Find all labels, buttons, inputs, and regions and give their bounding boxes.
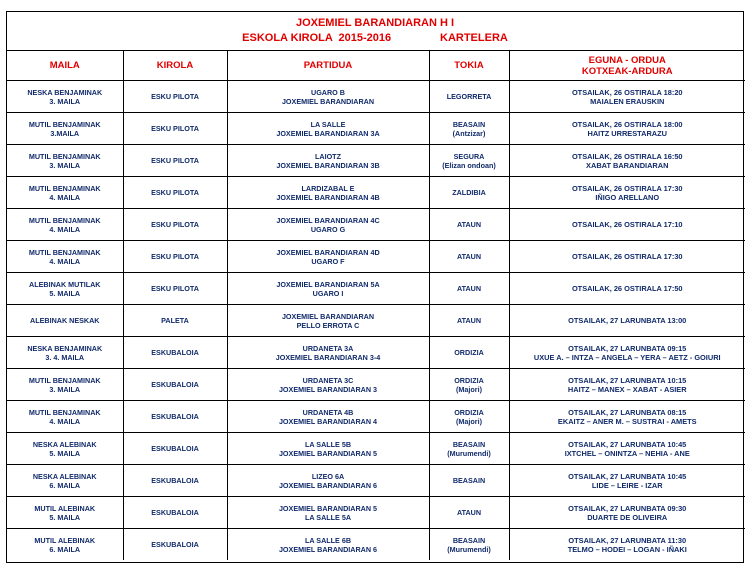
title-line-2: ESKOLA KIROLA 2015-2016 KARTELERA xyxy=(242,32,508,44)
partidua-line-1: LA SALLE xyxy=(310,119,346,129)
maila-line-1: MUTIL ALEBINAK xyxy=(34,503,96,513)
maila-line-1: MUTIL BENJAMINAK xyxy=(28,407,101,417)
tokia-line-1: BEASAIN xyxy=(452,119,486,129)
eguna-line-2: IXTCHEL – ONINTZA – NEHIA - ANE xyxy=(564,448,690,458)
partidua-cell xyxy=(227,209,429,241)
header-eguna-line-1: EGUNA - ORDUA xyxy=(588,54,666,66)
tokia-line-1: ZALDIBIA xyxy=(452,188,486,197)
partidua-line-1: LARDIZABAL E xyxy=(301,183,355,193)
kirola-cell xyxy=(123,305,227,337)
table-row xyxy=(7,145,745,177)
table-row xyxy=(7,113,745,145)
maila-line-1: ALEBINAK NESKAK xyxy=(30,316,100,325)
tokia-line-2: (Antzizar) xyxy=(452,128,486,138)
tokia-cell xyxy=(429,305,509,337)
tokia-line-1: ATAUN xyxy=(456,508,482,517)
partidua-cell xyxy=(227,465,429,497)
kirola-cell xyxy=(123,81,227,113)
partidua-line-1: LA SALLE 6B xyxy=(304,535,352,545)
eguna-line-1: OTSAILAK, 26 OSTIRALA 17:30 xyxy=(571,252,683,261)
maila-line-1: MUTIL ALEBINAK xyxy=(34,535,96,545)
kirola-cell xyxy=(123,177,227,209)
tokia-cell xyxy=(429,145,509,177)
maila-cell xyxy=(7,465,123,497)
eguna-cell xyxy=(509,113,745,145)
eguna-line-2: HAITZ URRESTARAZU xyxy=(587,128,667,138)
kirola-text: ESKUBALOIA xyxy=(151,380,199,389)
maila-cell xyxy=(7,113,123,145)
kirola-cell xyxy=(123,465,227,497)
eguna-cell xyxy=(509,145,745,177)
eguna-cell xyxy=(509,529,745,561)
eguna-line-1: OTSAILAK, 26 OSTIRALA 17:10 xyxy=(571,220,683,229)
partidua-cell xyxy=(227,145,429,177)
maila-cell xyxy=(7,369,123,401)
tokia-cell xyxy=(429,433,509,465)
tokia-cell xyxy=(429,465,509,497)
eguna-line-1: OTSAILAK, 27 LARUNBATA 10:45 xyxy=(568,471,687,481)
kirola-cell xyxy=(123,241,227,273)
table-row xyxy=(7,209,745,241)
tokia-line-1: ATAUN xyxy=(456,284,482,293)
eguna-cell xyxy=(509,465,745,497)
header-eguna xyxy=(509,51,745,81)
maila-line-2: 4. MAILA xyxy=(49,256,81,266)
maila-cell xyxy=(7,241,123,273)
eguna-line-1: OTSAILAK, 27 LARUNBATA 13:00 xyxy=(568,316,687,325)
partidua-line-2: JOXEMIEL BARANDIARAN 3 xyxy=(278,384,378,394)
tokia-line-1: SEGURA xyxy=(453,151,485,161)
kirola-cell xyxy=(123,113,227,145)
tokia-line-1: BEASAIN xyxy=(452,439,486,449)
table-row xyxy=(7,337,745,369)
maila-line-2: 3.MAILA xyxy=(50,128,80,138)
eguna-line-1: OTSAILAK, 26 OSTIRALA 18:00 xyxy=(571,119,683,129)
eguna-line-1: OTSAILAK, 26 OSTIRALA 17:30 xyxy=(571,183,683,193)
schedule-table xyxy=(7,51,745,560)
kirola-text: ESKU PILOTA xyxy=(151,92,199,101)
maila-line-2: 5. MAILA xyxy=(49,448,81,458)
maila-line-1: NESKA BENJAMINAK xyxy=(27,87,103,97)
kirola-cell xyxy=(123,529,227,561)
tokia-line-1: BEASAIN xyxy=(452,535,486,545)
eguna-line-2: HAITZ – MANEX – XABAT - ASIER xyxy=(567,384,687,394)
partidua-cell xyxy=(227,529,429,561)
partidua-cell xyxy=(227,273,429,305)
eguna-line-1: OTSAILAK, 27 LARUNBATA 09:30 xyxy=(568,503,687,513)
kirola-cell xyxy=(123,369,227,401)
kirola-text: ESKUBALOIA xyxy=(151,412,199,421)
kirola-text: PALETA xyxy=(161,316,189,325)
maila-line-2: 4. MAILA xyxy=(49,192,81,202)
kirola-text: ESKUBALOIA xyxy=(151,540,199,549)
tokia-line-2: (Murumendi) xyxy=(447,544,491,554)
maila-line-2: 3. MAILA xyxy=(49,384,81,394)
table-row xyxy=(7,177,745,209)
table-row xyxy=(7,529,745,561)
tokia-line-1: BEASAIN xyxy=(452,476,486,485)
kirola-text: ESKUBALOIA xyxy=(151,444,199,453)
kirola-text: ESKU PILOTA xyxy=(151,284,199,293)
title-line-1: JOXEMIEL BARANDIARAN H I xyxy=(295,17,455,29)
tokia-line-1: ATAUN xyxy=(456,220,482,229)
table-row xyxy=(7,433,745,465)
partidua-line-2: JOXEMIEL BARANDIARAN 6 xyxy=(278,480,378,490)
partidua-line-1: LIZEO 6A xyxy=(311,471,345,481)
tokia-line-2: (Elizan ondoan) xyxy=(442,160,496,170)
tokia-cell xyxy=(429,529,509,561)
partidua-line-2: PELLO ERROTA C xyxy=(296,320,360,330)
tokia-line-2: (Majori) xyxy=(456,384,482,394)
tokia-cell xyxy=(429,241,509,273)
eguna-line-2: EKAITZ – ANER M. – SUSTRAI - AMETS xyxy=(557,416,697,426)
partidua-line-2: JOXEMIEL BARANDIARAN xyxy=(281,96,375,106)
partidua-line-2: UGARO I xyxy=(312,288,344,298)
header-kirola: KIROLA xyxy=(123,51,227,81)
partidua-cell xyxy=(227,337,429,369)
maila-line-1: MUTIL BENJAMINAK xyxy=(28,151,101,161)
header-row xyxy=(7,51,745,81)
table-row xyxy=(7,305,745,337)
maila-cell xyxy=(7,305,123,337)
maila-cell xyxy=(7,401,123,433)
partidua-cell xyxy=(227,113,429,145)
partidua-line-1: JOXEMIEL BARANDIARAN xyxy=(281,311,375,321)
maila-line-1: ALEBINAK MUTILAK xyxy=(29,279,101,289)
tokia-line-1: ORDIZIA xyxy=(454,407,484,417)
eguna-line-2: DUARTE DE OLIVEIRA xyxy=(587,512,668,522)
eguna-cell xyxy=(509,401,745,433)
eguna-line-1: OTSAILAK, 27 LARUNBATA 10:45 xyxy=(568,439,687,449)
maila-line-1: MUTIL BENJAMINAK xyxy=(28,119,101,129)
eguna-line-2: IÑIGO ARELLANO xyxy=(595,192,660,202)
eguna-line-2: XABAT BARANDIARAN xyxy=(586,160,669,170)
maila-line-2: 3. MAILA xyxy=(49,160,81,170)
eguna-cell xyxy=(509,305,745,337)
maila-cell xyxy=(7,209,123,241)
kirola-cell xyxy=(123,273,227,305)
eguna-line-1: OTSAILAK, 26 OSTIRALA 18:20 xyxy=(571,87,683,97)
kirola-cell xyxy=(123,209,227,241)
partidua-line-2: LA SALLE 5A xyxy=(304,512,352,522)
eguna-cell xyxy=(509,369,745,401)
tokia-cell xyxy=(429,177,509,209)
maila-line-1: NESKA BENJAMINAK xyxy=(27,343,103,353)
partidua-line-1: LA SALLE 5B xyxy=(304,439,352,449)
maila-line-2: 5. MAILA xyxy=(49,288,81,298)
eguna-line-1: OTSAILAK, 27 LARUNBATA 08:15 xyxy=(568,407,687,417)
eguna-cell xyxy=(509,337,745,369)
table-row xyxy=(7,497,745,529)
maila-line-2: 6. MAILA xyxy=(49,480,81,490)
maila-cell xyxy=(7,337,123,369)
maila-line-1: MUTIL BENJAMINAK xyxy=(28,375,101,385)
partidua-line-1: URDANETA 3C xyxy=(302,375,354,385)
kirola-cell xyxy=(123,401,227,433)
eguna-line-2: MAIALEN ERAUSKIN xyxy=(590,96,665,106)
maila-cell xyxy=(7,433,123,465)
maila-line-1: NESKA ALEBINAK xyxy=(32,439,97,449)
eguna-line-2: LIDE – LEIRE - IZAR xyxy=(591,480,663,490)
eguna-cell xyxy=(509,497,745,529)
kirola-text: ESKUBALOIA xyxy=(151,348,199,357)
maila-cell xyxy=(7,81,123,113)
tokia-cell xyxy=(429,497,509,529)
partidua-cell xyxy=(227,433,429,465)
maila-cell xyxy=(7,273,123,305)
eguna-cell xyxy=(509,209,745,241)
table-row xyxy=(7,401,745,433)
eguna-line-1: OTSAILAK, 27 LARUNBATA 11:30 xyxy=(568,535,687,545)
tokia-cell xyxy=(429,113,509,145)
eguna-cell xyxy=(509,273,745,305)
kirola-text: ESKU PILOTA xyxy=(151,124,199,133)
maila-cell xyxy=(7,529,123,561)
partidua-cell xyxy=(227,81,429,113)
table-row xyxy=(7,273,745,305)
header-eguna-line-2: KOTXEAK-ARDURA xyxy=(581,65,673,77)
tokia-line-1: ATAUN xyxy=(456,316,482,325)
partidua-cell xyxy=(227,401,429,433)
maila-cell xyxy=(7,145,123,177)
tokia-cell xyxy=(429,273,509,305)
maila-line-2: 3. 4. MAILA xyxy=(45,352,85,362)
document-title xyxy=(7,12,743,51)
tokia-cell xyxy=(429,209,509,241)
eguna-cell xyxy=(509,81,745,113)
maila-line-1: MUTIL BENJAMINAK xyxy=(28,247,101,257)
tokia-line-2: (Murumendi) xyxy=(447,448,491,458)
tokia-line-2: (Majori) xyxy=(456,416,482,426)
kirola-cell xyxy=(123,497,227,529)
kirola-text: ESKU PILOTA xyxy=(151,188,199,197)
eguna-cell xyxy=(509,177,745,209)
tokia-line-1: ORDIZIA xyxy=(454,348,484,357)
eguna-cell xyxy=(509,241,745,273)
eguna-line-1: OTSAILAK, 27 LARUNBATA 09:15 xyxy=(568,343,687,353)
kirola-text: ESKU PILOTA xyxy=(151,156,199,165)
partidua-cell xyxy=(227,241,429,273)
maila-line-1: MUTIL BENJAMINAK xyxy=(28,215,101,225)
tokia-line-1: ORDIZIA xyxy=(454,375,484,385)
partidua-line-1: JOXEMIEL BARANDIARAN 5A xyxy=(276,279,380,289)
maila-cell xyxy=(7,497,123,529)
partidua-cell xyxy=(227,497,429,529)
partidua-line-1: JOXEMIEL BARANDIARAN 4C xyxy=(276,215,380,225)
kirola-cell xyxy=(123,145,227,177)
partidua-line-1: JOXEMIEL BARANDIARAN 5 xyxy=(278,503,378,513)
maila-line-2: 3. MAILA xyxy=(49,96,81,106)
eguna-line-1: OTSAILAK, 27 LARUNBATA 10:15 xyxy=(568,375,687,385)
eguna-line-1: OTSAILAK, 26 OSTIRALA 17:50 xyxy=(571,284,683,293)
maila-line-2: 5. MAILA xyxy=(49,512,81,522)
partidua-line-2: JOXEMIEL BARANDIARAN 5 xyxy=(278,448,378,458)
partidua-line-1: LAIOTZ xyxy=(315,151,341,161)
maila-line-2: 4. MAILA xyxy=(49,416,81,426)
partidua-line-2: JOXEMIEL BARANDIARAN 3B xyxy=(276,160,380,170)
partidua-cell xyxy=(227,305,429,337)
partidua-line-1: URDANETA 4B xyxy=(302,407,354,417)
partidua-line-2: JOXEMIEL BARANDIARAN 4 xyxy=(278,416,378,426)
table-row xyxy=(7,369,745,401)
header-maila: MAILA xyxy=(7,51,123,81)
kirola-text: ESKUBALOIA xyxy=(151,508,199,517)
tokia-line-1: LEGORRETA xyxy=(446,92,492,101)
kirola-cell xyxy=(123,337,227,369)
eguna-cell xyxy=(509,433,745,465)
maila-line-1: NESKA ALEBINAK xyxy=(32,471,97,481)
maila-line-2: 4. MAILA xyxy=(49,224,81,234)
table-row xyxy=(7,241,745,273)
kirola-text: ESKUBALOIA xyxy=(151,476,199,485)
maila-line-1: MUTIL BENJAMINAK xyxy=(28,183,101,193)
maila-cell xyxy=(7,177,123,209)
kirola-text: ESKU PILOTA xyxy=(151,252,199,261)
partidua-line-2: JOXEMIEL BARANDIARAN 3-4 xyxy=(275,352,381,362)
maila-line-2: 6. MAILA xyxy=(49,544,81,554)
partidua-line-2: UGARO F xyxy=(311,256,345,266)
tokia-cell xyxy=(429,81,509,113)
tokia-cell xyxy=(429,401,509,433)
eguna-line-1: OTSAILAK, 26 OSTIRALA 16:50 xyxy=(571,151,683,161)
tokia-cell xyxy=(429,337,509,369)
partidua-line-1: URDANETA 3A xyxy=(302,343,354,353)
partidua-line-2: JOXEMIEL BARANDIARAN 3A xyxy=(276,128,380,138)
eguna-line-2: UXUE A. – INTZA – ANGELA – YERA – AETZ - GOIURI xyxy=(533,352,721,362)
partidua-line-1: JOXEMIEL BARANDIARAN 4D xyxy=(276,247,380,257)
header-partidua: PARTIDUA xyxy=(227,51,429,81)
partidua-line-1: UGARO B xyxy=(311,87,345,97)
partidua-line-2: UGARO G xyxy=(310,224,346,234)
partidua-cell xyxy=(227,177,429,209)
partidua-line-2: JOXEMIEL BARANDIARAN 4B xyxy=(276,192,380,202)
tokia-cell xyxy=(429,369,509,401)
eguna-line-2: TELMO – HODEI – LOGAN - IÑAKI xyxy=(567,544,687,554)
table-row xyxy=(7,81,745,113)
header-tokia: TOKIA xyxy=(429,51,509,81)
partidua-cell xyxy=(227,369,429,401)
kirola-cell xyxy=(123,433,227,465)
tokia-line-1: ATAUN xyxy=(456,252,482,261)
partidua-line-2: JOXEMIEL BARANDIARAN 6 xyxy=(278,544,378,554)
schedule-sheet xyxy=(6,11,744,563)
kirola-text: ESKU PILOTA xyxy=(151,220,199,229)
table-row xyxy=(7,465,745,497)
